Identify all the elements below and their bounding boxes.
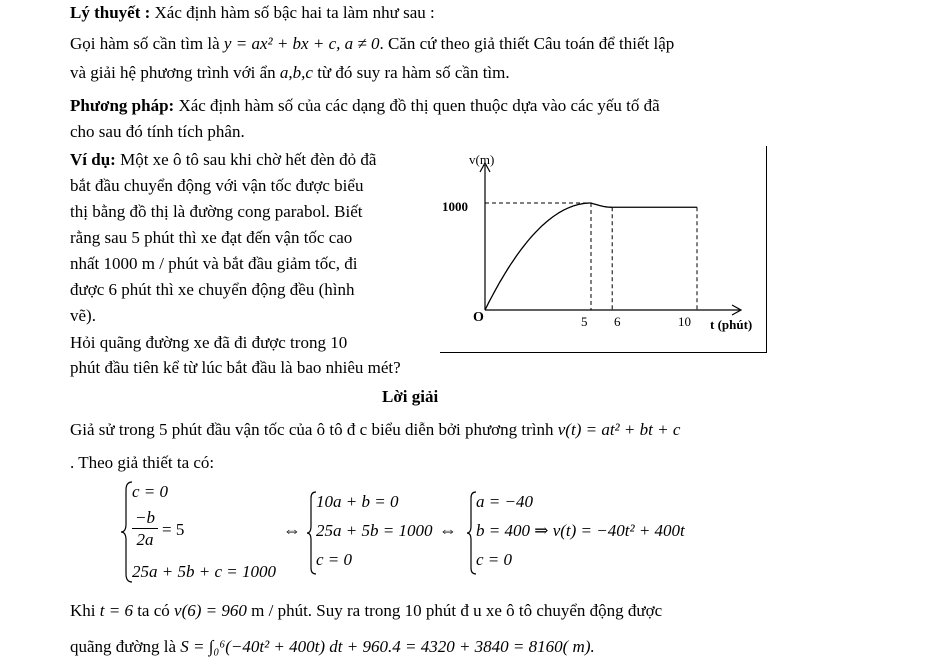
line3-t: t = 6 bbox=[99, 601, 133, 620]
method-line-1 bbox=[70, 95, 660, 117]
example-line-6: vẽ). bbox=[70, 306, 96, 325]
sys3-eq2: b = 400 ⇒ v(t) = −40t² + 400t bbox=[476, 521, 685, 540]
distance-formula: S = ∫₀⁶(−40t² + 400t) dt + 960.4 = 4320 + 3840 = 8160( m). bbox=[180, 637, 595, 656]
theory-heading: Lý thuyết : bbox=[70, 3, 151, 22]
sys2-eq2: 25a + 5b = 1000 bbox=[316, 521, 433, 540]
line4-prefix: quãng đường là bbox=[70, 637, 181, 656]
example-line-8: phút đầu tiên kể từ lúc bắt đầu là bao nhiêu mét? bbox=[70, 358, 401, 377]
x-tick-label-6: 6 bbox=[614, 314, 621, 329]
x-tick-label-5: 5 bbox=[581, 314, 588, 329]
theory-line bbox=[70, 2, 435, 24]
example-line-7: Hỏi quãng đường xe đã đi được trong 10 bbox=[70, 333, 348, 352]
method-text-2: cho sau đó tính tích phân. bbox=[70, 122, 245, 141]
equivalence-arrow-2: ⇔ bbox=[439, 520, 457, 540]
line3-prefix: Khi bbox=[70, 601, 100, 620]
sys1-frac-numerator: −b bbox=[132, 508, 158, 529]
example-heading: Ví dụ: bbox=[70, 150, 116, 169]
example-line-5: được 6 phút thì xe chuyển động đều (hình bbox=[70, 280, 355, 299]
solution-line-1 bbox=[70, 419, 680, 441]
equation-system-1 bbox=[118, 478, 298, 588]
graph-frame bbox=[440, 146, 767, 353]
sys1-frac-value: = 5 bbox=[162, 520, 185, 539]
example-line-1: bắt đầu chuyển động với vận tốc được biểu bbox=[70, 176, 364, 195]
line3-v: v(6) = 960 bbox=[174, 601, 247, 620]
method-heading: Phương pháp: bbox=[70, 96, 175, 115]
line3-mid: ta có bbox=[132, 601, 175, 620]
method-line-2 bbox=[70, 121, 245, 143]
example-line-4: nhất 1000 m / phút và bắt đầu giảm tốc, đi bbox=[70, 254, 358, 273]
theory-line2-prefix: và giải hệ phương trình với ẩn bbox=[70, 63, 280, 82]
equation-system-3 bbox=[466, 488, 726, 578]
example-line-2: thị bằng đồ thị là đường cong parabol. Biết bbox=[70, 202, 363, 221]
sys1-eq3: 25a + 5b + c = 1000 bbox=[132, 562, 276, 581]
example-line-0 bbox=[70, 149, 376, 171]
theory-text: Xác định hàm số bậc hai ta làm như sau : bbox=[150, 3, 435, 22]
sys3-eq1: a = −40 bbox=[476, 492, 533, 511]
solution-line-4 bbox=[70, 636, 595, 658]
solution-heading: Lời giải bbox=[382, 387, 439, 406]
y-tick-label-1000: 1000 bbox=[442, 199, 468, 214]
x-tick-label-10: 10 bbox=[678, 314, 691, 329]
sys1-eq1: c = 0 bbox=[132, 482, 169, 501]
theory-line1-suffix: . Căn cứ theo giả thiết Câu toán để thiết lập bbox=[379, 34, 675, 53]
solution-line1-text: Giả sử trong 5 phút đầu vận tốc của ô tô đ c biểu diễn bởi phương trình bbox=[70, 420, 558, 439]
theory-line1-prefix: Gọi hàm số cần tìm là bbox=[70, 34, 224, 53]
solution-line-2: . Theo giả thiết ta có: bbox=[70, 453, 215, 472]
sys3-eq3: c = 0 bbox=[476, 550, 513, 569]
velocity-formula: v(t) = at² + bt + c bbox=[557, 420, 681, 439]
sys1-frac-denominator: 2a bbox=[136, 530, 154, 549]
origin-label: O bbox=[473, 310, 484, 325]
solution-line-3 bbox=[70, 600, 662, 622]
sys2-eq3: c = 0 bbox=[316, 550, 353, 569]
method-text-1: Xác định hàm số của các dạng đồ thị quen thuộc dựa vào các yếu tố đã bbox=[174, 96, 660, 115]
line3-suffix: m / phút. Suy ra trong 10 phút đ u xe ô tô chuyển động được bbox=[246, 601, 663, 620]
unknown-vars: a,b,c bbox=[279, 63, 313, 82]
theory-line2-suffix: từ đó suy ra hàm số cần tìm. bbox=[312, 63, 510, 82]
sys2-eq1: 10a + b = 0 bbox=[316, 492, 399, 511]
example-text: Một xe ô tô sau khi chờ hết đèn đỏ đã bbox=[115, 150, 377, 169]
function-formula: y = ax² + bx + c, a ≠ 0 bbox=[223, 34, 380, 53]
theory-line-1 bbox=[70, 33, 674, 55]
y-axis-label: v(m) bbox=[469, 152, 495, 167]
equation-system-2 bbox=[306, 488, 446, 578]
equivalence-arrow-1: ⇔ bbox=[283, 520, 301, 540]
x-axis-label: t (phút) bbox=[710, 317, 753, 332]
theory-line-2 bbox=[70, 62, 510, 84]
example-line-3: rằng sau 5 phút thì xe đạt đến vận tốc cao bbox=[70, 228, 353, 247]
